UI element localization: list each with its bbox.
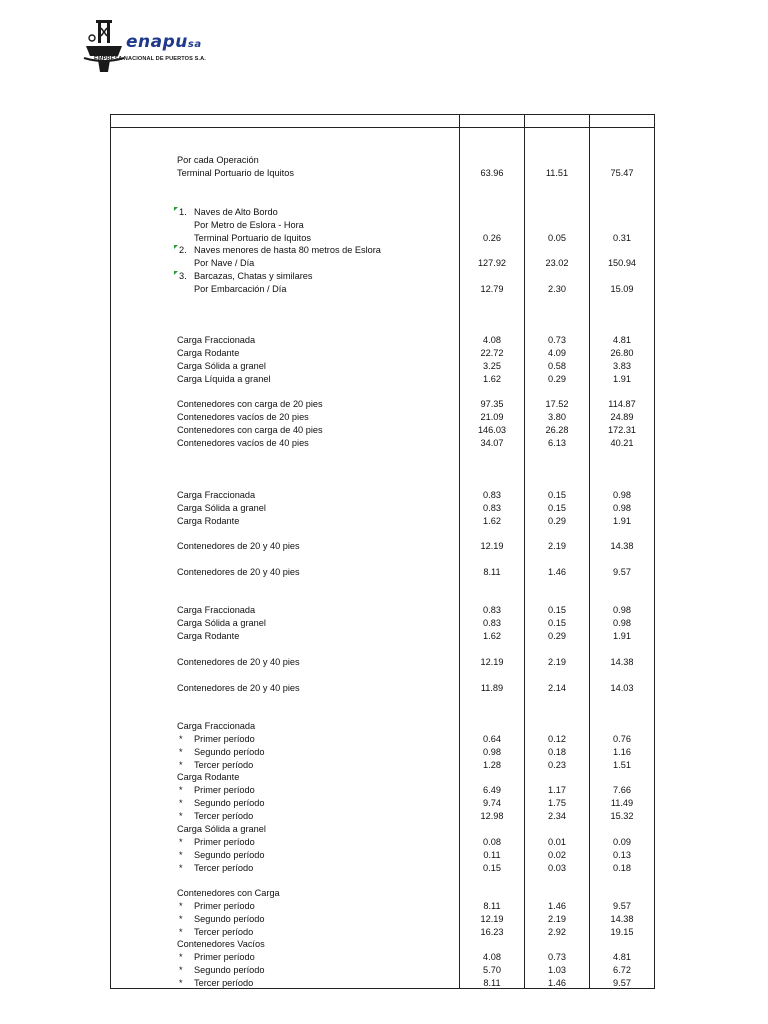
value-tax: 1.46: [548, 567, 566, 577]
table-row: [0, 502, 768, 515]
value-total: 40.21: [610, 438, 634, 448]
row-label: Carga Fraccionada: [177, 335, 256, 345]
value-base: 1.62: [483, 516, 501, 526]
value-tax: 2.14: [548, 683, 566, 693]
value-tax: 0.73: [548, 335, 566, 345]
item-number: 2.: [179, 245, 187, 255]
row-label: Segundo período: [194, 798, 265, 808]
value-total: 1.91: [613, 374, 631, 384]
row-label: Terminal Portuario de Iquitos: [177, 168, 294, 178]
bullet: *: [179, 850, 183, 860]
value-base: 8.11: [483, 901, 501, 911]
table-row: [0, 617, 768, 630]
table-row: [0, 540, 768, 553]
value-base: 4.08: [483, 952, 501, 962]
row-label: Contenedores vacíos de 20 pies: [177, 412, 309, 422]
row-label: Carga Sólida a granel: [177, 361, 266, 371]
row-label: Por cada Operación: [177, 155, 259, 165]
value-base: 127.92: [477, 258, 507, 268]
value-total: 0.98: [613, 605, 631, 615]
bullet: *: [179, 965, 183, 975]
value-total: 11.49: [610, 798, 634, 808]
value-tax: 3.80: [548, 412, 566, 422]
value-total: 172.31: [607, 425, 637, 435]
row-label: Carga Fraccionada: [177, 721, 256, 731]
value-tax: 0.01: [548, 837, 566, 847]
bullet: *: [179, 798, 183, 808]
value-total: 7.66: [613, 785, 631, 795]
value-total: 1.16: [613, 747, 631, 757]
value-base: 1.62: [483, 631, 501, 641]
table-row: [0, 334, 768, 347]
row-label: Carga Sólida a granel: [177, 824, 266, 834]
value-base: 0.98: [483, 747, 501, 757]
value-tax: 0.15: [548, 605, 566, 615]
value-base: 0.11: [483, 850, 501, 860]
value-base: 0.83: [483, 605, 501, 615]
value-total: 15.09: [610, 284, 634, 294]
value-base: 0.08: [483, 837, 501, 847]
table-row: [0, 938, 768, 951]
value-tax: 0.02: [548, 850, 566, 860]
row-label: Carga Rodante: [177, 772, 240, 782]
row-label: Contenedores con carga de 40 pies: [177, 425, 323, 435]
table-row: [0, 566, 768, 579]
value-tax: 0.15: [548, 490, 566, 500]
value-tax: 1.17: [548, 785, 566, 795]
table-row: [0, 604, 768, 617]
value-base: 12.19: [480, 914, 504, 924]
table-row: [0, 398, 768, 411]
row-label: Segundo período: [194, 747, 265, 757]
row-label: Por Metro de Eslora - Hora: [194, 220, 304, 230]
value-total: 1.51: [613, 760, 631, 770]
bullet: *: [179, 811, 183, 821]
bullet: *: [179, 978, 183, 988]
value-total: 75.47: [610, 168, 634, 178]
value-base: 21.09: [480, 412, 504, 422]
table-row: [0, 771, 768, 784]
value-base: 0.64: [483, 734, 501, 744]
value-tax: 0.18: [548, 747, 566, 757]
row-label: Carga Fraccionada: [177, 605, 256, 615]
value-total: 1.91: [613, 516, 631, 526]
value-tax: 0.05: [548, 233, 566, 243]
comment-marker-icon: [174, 245, 178, 249]
value-tax: 23.02: [545, 258, 569, 268]
row-label: Naves de Alto Bordo: [194, 207, 278, 217]
value-tax: 2.30: [548, 284, 566, 294]
row-label: Segundo período: [194, 914, 265, 924]
value-total: 0.76: [613, 734, 631, 744]
row-label: Contenedores de 20 y 40 pies: [177, 567, 300, 577]
table-row: [0, 270, 768, 283]
value-total: 1.91: [613, 631, 631, 641]
value-total: 3.83: [613, 361, 631, 371]
value-tax: 4.09: [548, 348, 566, 358]
value-tax: 11.51: [545, 168, 569, 178]
bullet: *: [179, 837, 183, 847]
value-total: 14.03: [610, 683, 634, 693]
value-tax: 0.29: [548, 516, 566, 526]
row-label: Segundo período: [194, 965, 265, 975]
enapu-logo: [82, 18, 212, 74]
row-label: Barcazas, Chatas y similares: [194, 271, 313, 281]
table-row: [0, 900, 768, 913]
row-label: Carga Sólida a granel: [177, 618, 266, 628]
comment-marker-icon: [174, 271, 178, 275]
row-label: Primer período: [194, 785, 255, 795]
value-total: 0.09: [613, 837, 631, 847]
row-label: Por Nave / Día: [194, 258, 255, 268]
item-number: 3.: [179, 271, 187, 281]
value-base: 0.26: [483, 233, 501, 243]
row-label: Carga Fraccionada: [177, 490, 256, 500]
bullet: *: [179, 734, 183, 744]
value-base: 63.96: [480, 168, 504, 178]
value-base: 3.25: [483, 361, 501, 371]
value-total: 0.98: [613, 618, 631, 628]
table-row: [0, 862, 768, 875]
value-base: 0.83: [483, 490, 501, 500]
row-label: Contenedores Vacíos: [177, 939, 265, 949]
logo-brand-text: enapusa: [126, 32, 202, 52]
value-tax: 0.29: [548, 374, 566, 384]
bullet: *: [179, 863, 183, 873]
table-row: [0, 347, 768, 360]
row-label: Contenedores con carga de 20 pies: [177, 399, 323, 409]
row-label: Carga Líquida a granel: [177, 374, 271, 384]
bullet: *: [179, 785, 183, 795]
table-row: [0, 373, 768, 386]
table-row: [0, 206, 768, 219]
item-number: 1.: [179, 207, 187, 217]
table-row: [0, 887, 768, 900]
row-label: Naves menores de hasta 80 metros de Eslora: [194, 245, 381, 255]
value-total: 9.57: [613, 978, 631, 988]
row-label: Terminal Portuario de Iquitos: [194, 233, 311, 243]
table-row: [0, 836, 768, 849]
row-label: Contenedores vacíos de 40 pies: [177, 438, 309, 448]
table-row: [0, 360, 768, 373]
value-total: 150.94: [607, 258, 637, 268]
value-total: 4.81: [613, 335, 631, 345]
table-row: [0, 810, 768, 823]
table-row: [0, 733, 768, 746]
value-base: 6.49: [483, 785, 501, 795]
table-row: [0, 720, 768, 733]
value-tax: 6.13: [548, 438, 566, 448]
value-total: 14.38: [610, 914, 634, 924]
row-label: Tercer período: [194, 927, 254, 937]
bullet: *: [179, 747, 183, 757]
value-base: 97.35: [480, 399, 504, 409]
value-tax: 2.34: [548, 811, 566, 821]
value-tax: 2.19: [548, 657, 566, 667]
row-label: Segundo período: [194, 850, 265, 860]
row-label: Contenedores de 20 y 40 pies: [177, 657, 300, 667]
value-total: 114.87: [608, 399, 636, 409]
value-tax: 0.15: [548, 618, 566, 628]
value-base: 12.79: [480, 284, 504, 294]
table-row: [0, 656, 768, 669]
value-total: 14.38: [610, 541, 634, 551]
table-row: [0, 283, 768, 296]
value-base: 8.11: [483, 978, 501, 988]
value-base: 11.89: [480, 683, 504, 693]
value-base: 5.70: [483, 965, 501, 975]
row-label: Carga Rodante: [177, 516, 240, 526]
row-label: Por Embarcación / Día: [194, 284, 287, 294]
table-row: [0, 630, 768, 643]
value-base: 1.62: [483, 374, 501, 384]
row-label: Tercer período: [194, 760, 254, 770]
value-tax: 0.58: [548, 361, 566, 371]
bullet: *: [179, 914, 183, 924]
table-row: [0, 746, 768, 759]
row-label: Primer período: [194, 952, 255, 962]
table-row: [0, 154, 768, 167]
table-header-divider: [110, 127, 655, 128]
bullet: *: [179, 901, 183, 911]
row-label: Contenedores de 20 y 40 pies: [177, 541, 300, 551]
table-row: [0, 849, 768, 862]
value-total: 15.32: [610, 811, 634, 821]
value-total: 9.57: [613, 901, 631, 911]
value-total: 24.89: [610, 412, 634, 422]
value-total: 19.15: [610, 927, 634, 937]
bullet: *: [179, 927, 183, 937]
table-row: [0, 437, 768, 450]
table-row: [0, 951, 768, 964]
table-row: [0, 257, 768, 270]
row-label: Tercer período: [194, 811, 254, 821]
row-label: Primer período: [194, 837, 255, 847]
value-base: 1.28: [483, 760, 501, 770]
bullet: *: [179, 952, 183, 962]
table-row: [0, 219, 768, 232]
value-total: 9.57: [613, 567, 631, 577]
table-row: [0, 244, 768, 257]
value-base: 12.19: [480, 657, 504, 667]
table-row: [0, 797, 768, 810]
value-tax: 0.23: [548, 760, 566, 770]
row-label: Primer período: [194, 734, 255, 744]
value-tax: 2.19: [548, 541, 566, 551]
value-tax: 1.46: [548, 978, 566, 988]
value-tax: 1.46: [548, 901, 566, 911]
table-row: [0, 964, 768, 977]
value-tax: 2.19: [548, 914, 566, 924]
value-tax: 0.29: [548, 631, 566, 641]
value-base: 9.74: [483, 798, 501, 808]
value-base: 8.11: [483, 567, 501, 577]
row-label: Contenedores de 20 y 40 pies: [177, 683, 300, 693]
value-total: 26.80: [610, 348, 634, 358]
value-base: 12.19: [480, 541, 504, 551]
table-row: [0, 411, 768, 424]
value-base: 0.83: [483, 618, 501, 628]
table-row: [0, 784, 768, 797]
value-total: 0.31: [613, 233, 631, 243]
table-row: [0, 515, 768, 528]
table-row: [0, 823, 768, 836]
value-base: 12.98: [480, 811, 504, 821]
value-tax: 0.73: [548, 952, 566, 962]
value-tax: 0.12: [548, 734, 566, 744]
table-row: [0, 167, 768, 180]
row-label: Tercer período: [194, 863, 254, 873]
value-total: 0.98: [613, 503, 631, 513]
ship-crane-icon: [82, 18, 128, 74]
row-label: Contenedores con Carga: [177, 888, 280, 898]
value-base: 4.08: [483, 335, 501, 345]
table-row: [0, 489, 768, 502]
table-row: [0, 682, 768, 695]
value-base: 34.07: [480, 438, 504, 448]
value-total: 0.18: [613, 863, 631, 873]
bullet: *: [179, 760, 183, 770]
table-row: [0, 913, 768, 926]
table-row: [0, 977, 768, 990]
row-label: Carga Rodante: [177, 631, 240, 641]
row-label: Carga Rodante: [177, 348, 240, 358]
value-base: 16.23: [480, 927, 504, 937]
value-total: 14.38: [610, 657, 634, 667]
value-tax: 0.15: [548, 503, 566, 513]
value-tax: 26.28: [545, 425, 569, 435]
table-row: [0, 424, 768, 437]
row-label: Tercer período: [194, 978, 254, 988]
value-base: 0.83: [483, 503, 501, 513]
row-label: Carga Sólida a granel: [177, 503, 266, 513]
value-tax: 1.75: [548, 798, 566, 808]
value-tax: 1.03: [548, 965, 566, 975]
comment-marker-icon: [174, 207, 178, 211]
value-total: 0.13: [613, 850, 631, 860]
value-tax: 2.92: [548, 927, 566, 937]
value-total: 4.81: [613, 952, 631, 962]
value-total: 0.98: [613, 490, 631, 500]
value-tax: 0.03: [548, 863, 566, 873]
value-base: 146.03: [477, 425, 507, 435]
value-base: 0.15: [483, 863, 501, 873]
value-base: 22.72: [480, 348, 504, 358]
logo-subtitle: EMPRESA NACIONAL DE PUERTOS S.A.: [94, 56, 206, 62]
row-label: Primer período: [194, 901, 255, 911]
value-total: 6.72: [613, 965, 631, 975]
value-tax: 17.52: [545, 399, 569, 409]
